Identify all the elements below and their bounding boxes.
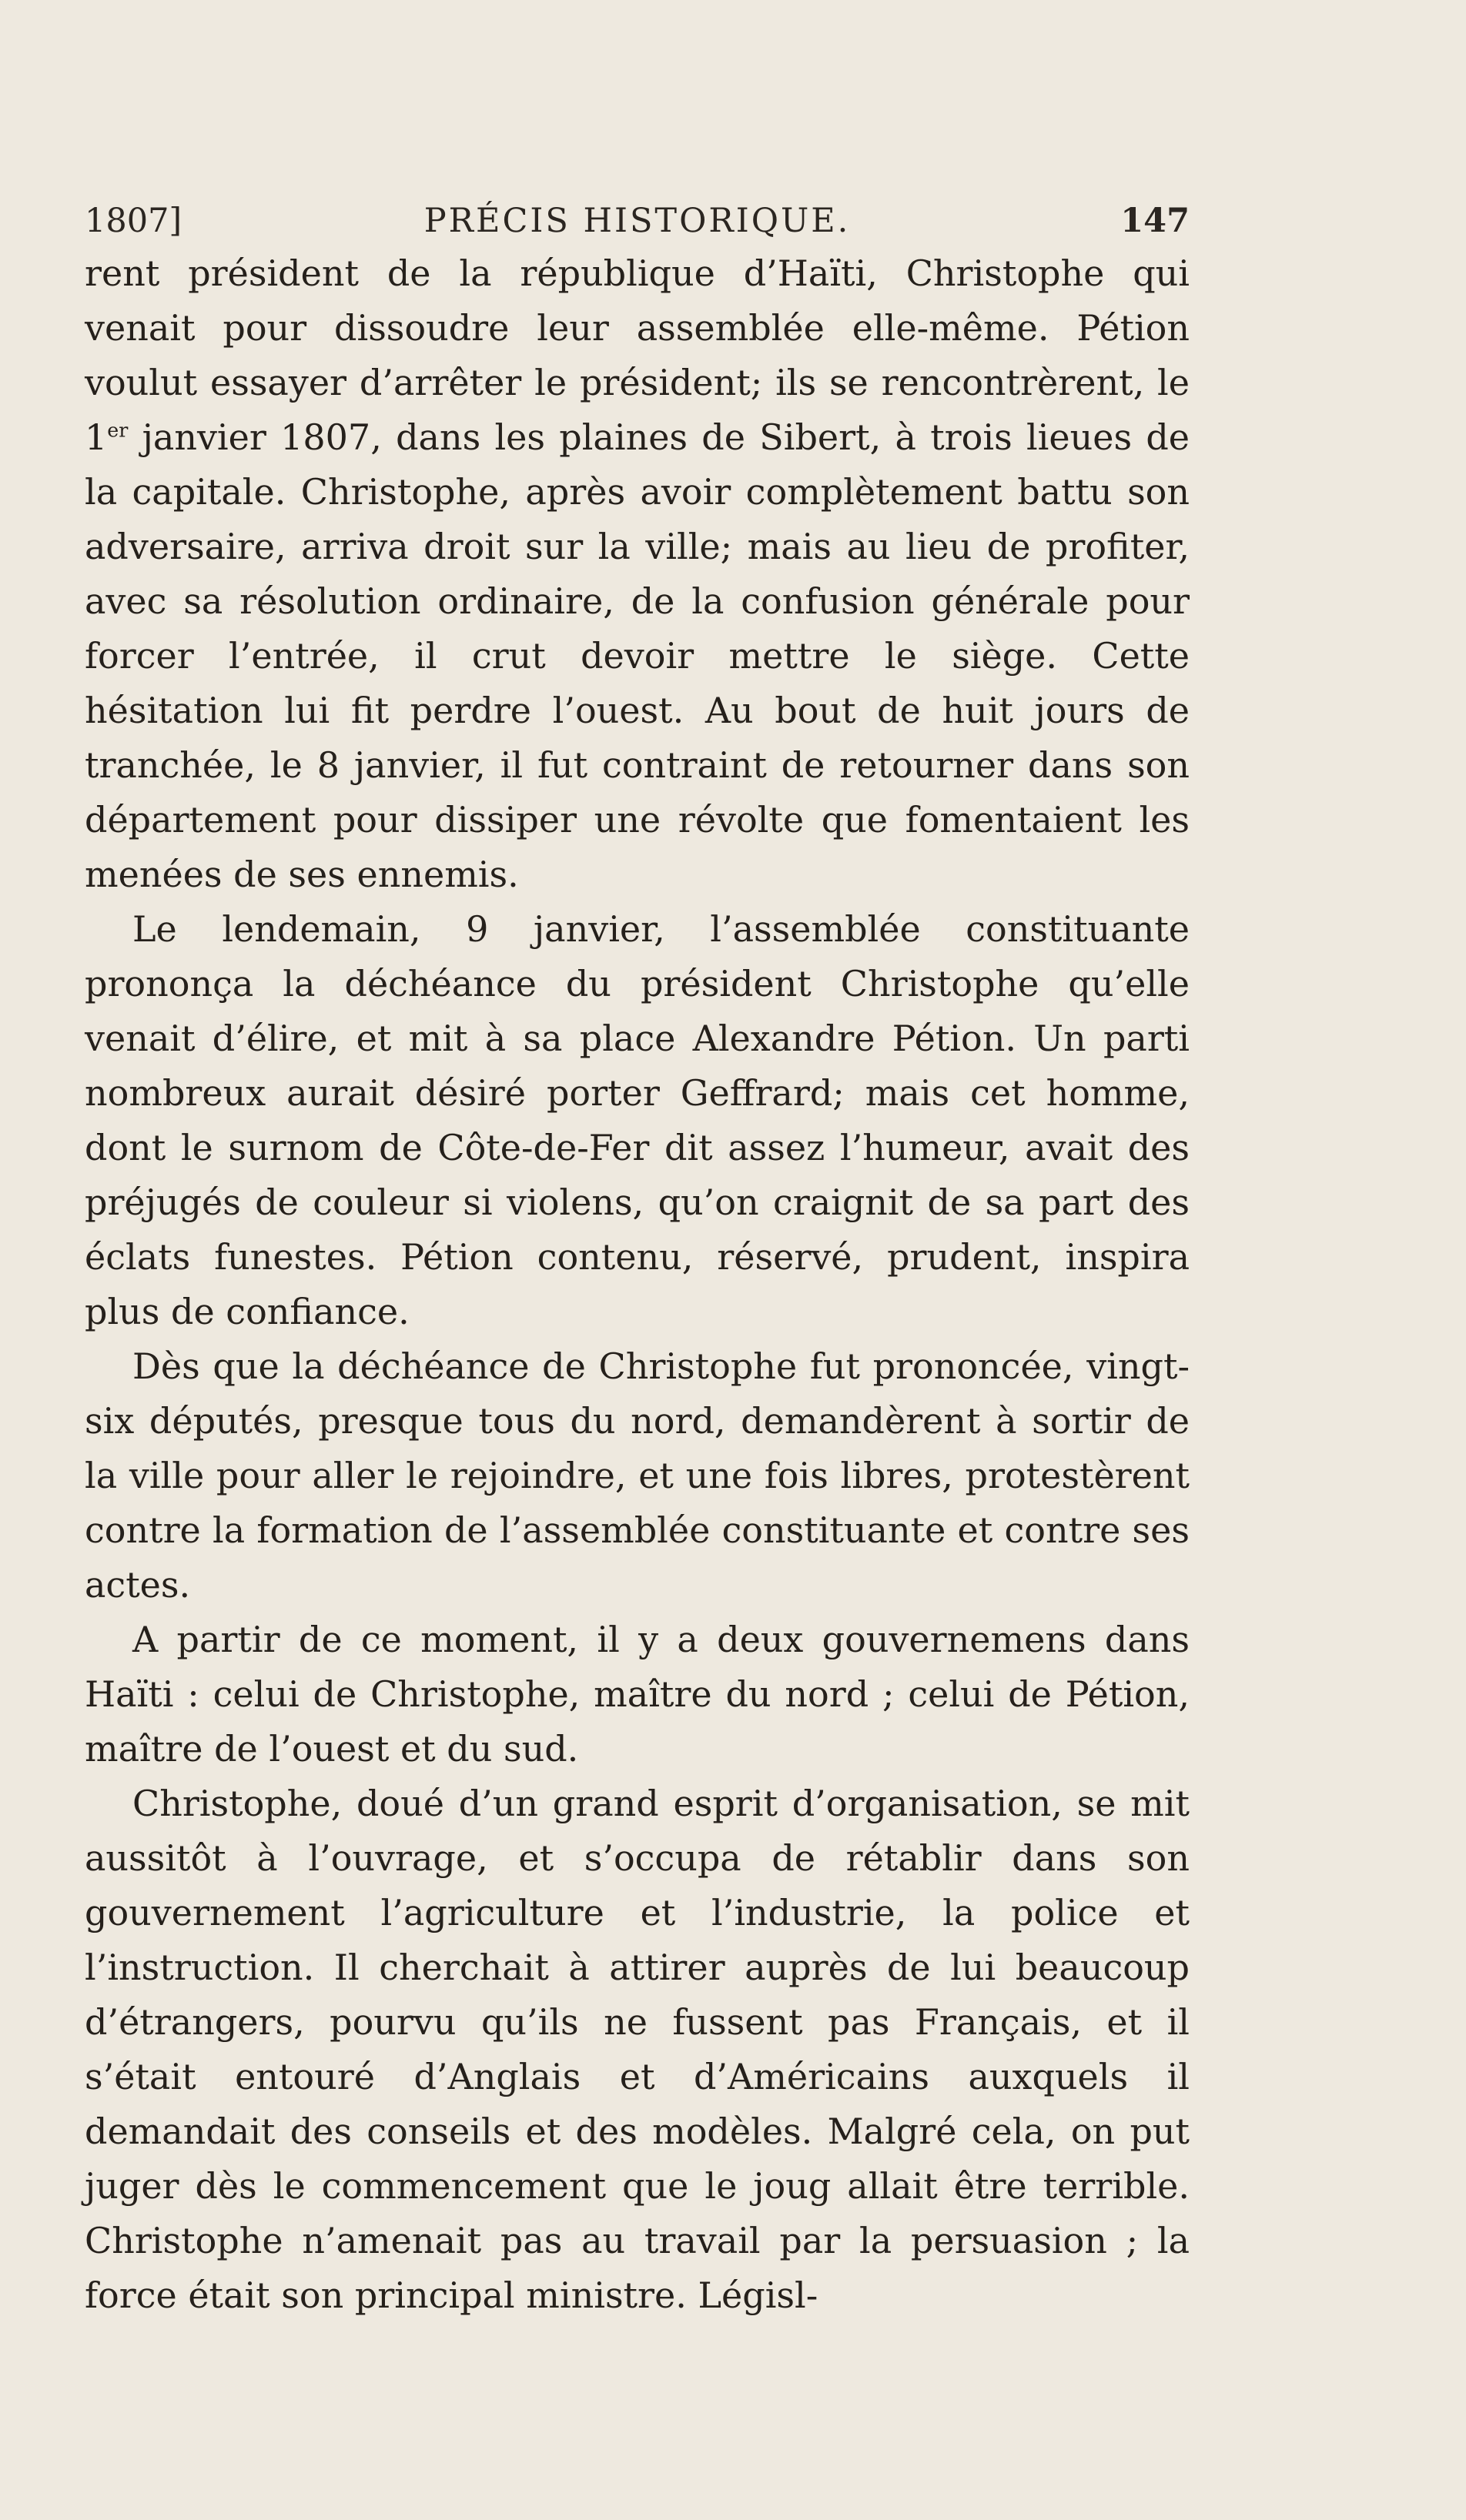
paragraph-3: Dès que la déchéance de Christophe fut prononcée, vingt-six députés, presque tous du nord, demandèrent à sortir de la ville pour aller le rejoindre, et une fois libres, protestèrent contre la formation de l’assemblée constituante et contre ses actes. [85, 1345, 1190, 1606]
running-header [85, 202, 1190, 248]
paragraph-4: A partir de ce moment, il y a deux gouvernemens dans Haïti : celui de Christophe, maître du nord ; celui de Pétion, maître de l’ouest et du sud. [85, 1619, 1190, 1770]
paragraph-1: rent président de la république d’Haïti, Christophe qui venait pour dissoudre leur assemblée elle-même. Pétion voulut essayer d’arrêter le président; ils se rencontrèrent, le 1er janvier 1807, dans les plaines de Sibert, à trois lieues de la capitale. Christophe, après avoir complètement battu son adversaire, arriva droit sur la ville; mais au lieu de profiter, avec sa résolution ordinaire, de la confusion générale pour forcer l’entrée, il crut devoir mettre le siège. Cette hésitation lui fit perdre l’ouest. Au bout de huit jours de tranchée, le 8 janvier, il fut contraint de retourner dans son département pour dissiper une révolte que fomentaient les menées de ses ennemis. [85, 252, 1190, 895]
ordinal-superscript: er [107, 419, 129, 442]
paragraph-2: Le lendemain, 9 janvier, l’assemblée constituante prononça la déchéance du président Christophe qu’elle venait d’élire, et mit à sa place Alexandre Pétion. Un parti nombreux aurait désiré porter Geffrard; mais cet homme, dont le surnom de Côte-de-Fer dit assez l’humeur, avait des préjugés de couleur si violens, qu’on craignit de sa part des éclats funestes. Pétion contenu, réservé, prudent, inspira plus de confiance. [85, 908, 1190, 1332]
body-text [85, 246, 1190, 2323]
header-year: 1807] [85, 202, 182, 240]
page-number: 147 [1120, 202, 1190, 240]
header-title: PRÉCIS HISTORIQUE. [423, 202, 851, 240]
paragraph-5: Christophe, doué d’un grand esprit d’organisation, se mit aussitôt à l’ouvrage, et s’occupa de rétablir dans son gouvernement l’agriculture et l’industrie, la police et l’instruction. Il cherchait à attirer auprès de lui beaucoup d’étrangers, pourvu qu’ils ne fussent pas Français, et il s’était entouré d’Anglais et d’Américains auxquels il demandait des conseils et des modèles. Malgré cela, on put juger dès le commencement que le joug allait être terrible. Christophe n’amenait pas au travail par la persuasion ; la force était son principal ministre. Législ- [85, 1783, 1190, 2316]
